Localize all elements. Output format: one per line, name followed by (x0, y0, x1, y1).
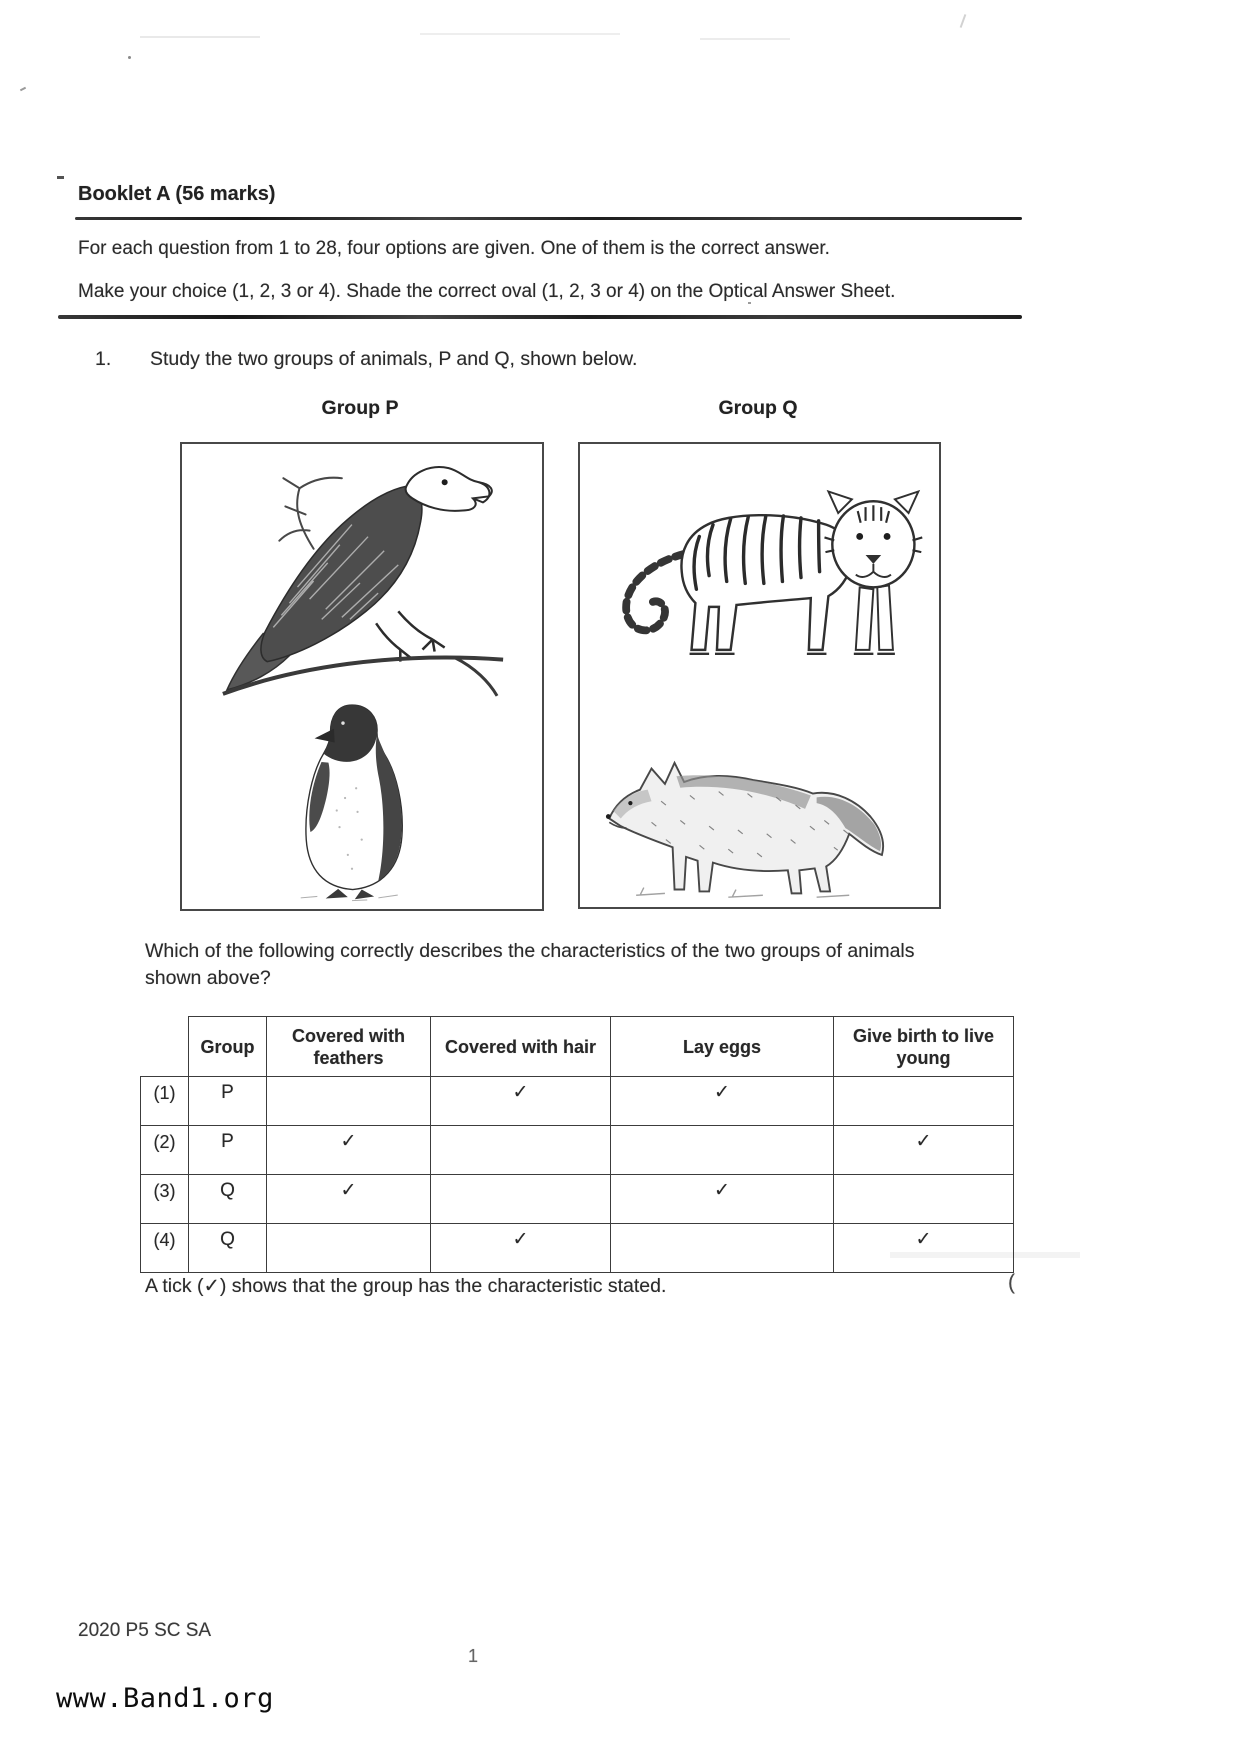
tick-cell-eggs: ✓ (611, 1175, 834, 1224)
tick-cell-feathers: ✓ (267, 1175, 431, 1224)
question-prompt: Which of the following correctly describes the characteristics of the two groups of animals shown above? (145, 940, 915, 989)
col-header-group: Group (189, 1017, 267, 1077)
table-row (141, 1175, 1014, 1224)
tick-cell-hair: ✓ (431, 1077, 611, 1126)
instructions-divider (58, 315, 1022, 319)
table-corner-empty (141, 1017, 189, 1077)
tick-cell-feathers (267, 1077, 431, 1126)
tick-cell-hair (431, 1175, 611, 1224)
col-header-hair: Covered with hair (431, 1017, 611, 1077)
tick-note: A tick (✓) shows that the group has the characteristic stated. (145, 1275, 667, 1297)
tick-cell-live-young (834, 1077, 1014, 1126)
tick-cell-live-young (834, 1175, 1014, 1224)
scan-noise-speck (700, 38, 790, 40)
tick-cell-live-young: ✓ (834, 1224, 1014, 1273)
group-cell: Q (189, 1175, 267, 1224)
table-row (141, 1126, 1014, 1175)
tick-cell-live-young: ✓ (834, 1126, 1014, 1175)
booklet-title: Booklet A (56 marks) (78, 183, 276, 205)
group-p-label: Group P (321, 397, 399, 419)
group-p-image-box (180, 442, 544, 911)
watermark-url: www.Band1.org (50, 1682, 284, 1717)
scan-noise-speck (128, 56, 131, 59)
tick-cell-eggs: ✓ (611, 1077, 834, 1126)
col-header-feathers: Covered with feathers (267, 1017, 431, 1077)
eagle-illustration (197, 452, 527, 704)
table-header-row (141, 1017, 1014, 1077)
option-label: (3) (141, 1175, 189, 1224)
instruction-line-2: Make your choice (1, 2, 3 or 4). Shade the correct oval (1, 2, 3 or 4) on the Optical Answer Sheet. (78, 281, 896, 302)
tick-cell-feathers (267, 1224, 431, 1273)
tick-cell-hair (431, 1126, 611, 1175)
tiger-illustration (582, 462, 934, 697)
tick-cell-eggs (611, 1126, 834, 1175)
option-label: (4) (141, 1224, 189, 1273)
scan-noise-speck (420, 33, 620, 35)
scan-noise-dash (57, 176, 64, 179)
col-header-live-young: Give birth to live young (834, 1017, 1014, 1077)
tick-cell-eggs (611, 1224, 834, 1273)
table-row (141, 1224, 1014, 1273)
penguin-illustration (267, 694, 437, 902)
group-cell: P (189, 1126, 267, 1175)
question-text: Study the two groups of animals, P and Q, shown below. (150, 348, 638, 370)
option-label: (1) (141, 1077, 189, 1126)
scan-noise-speck (140, 36, 260, 38)
group-q-label: Group Q (718, 397, 798, 419)
group-q-image-box (578, 442, 941, 909)
instruction-line-1: For each question from 1 to 28, four options are given. One of them is the correct answer. (78, 238, 830, 259)
question-number: 1. (95, 348, 112, 370)
options-table (140, 1016, 1014, 1273)
tick-cell-hair: ✓ (431, 1224, 611, 1273)
document-code: 2020 P5 SC SA (78, 1620, 212, 1641)
marks-bracket: ( (1008, 1271, 1015, 1294)
page-number: 1 (468, 1646, 479, 1666)
wolf-illustration (590, 734, 905, 902)
group-cell: Q (189, 1224, 267, 1273)
option-label: (2) (141, 1126, 189, 1175)
col-header-eggs: Lay eggs (611, 1017, 834, 1077)
header-divider (75, 217, 1022, 220)
table-row (141, 1077, 1014, 1126)
group-cell: P (189, 1077, 267, 1126)
scan-noise-speck (20, 87, 26, 92)
tick-cell-feathers: ✓ (267, 1126, 431, 1175)
scan-noise-speck (960, 14, 967, 28)
